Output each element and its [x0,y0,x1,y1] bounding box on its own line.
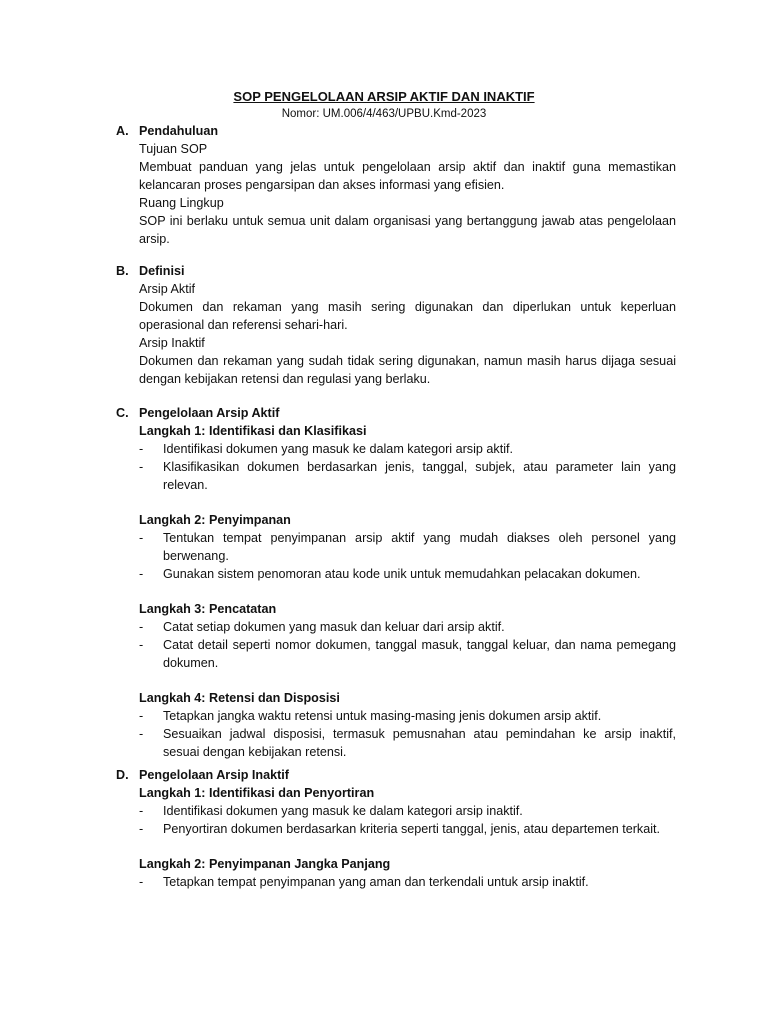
bullet-list [139,440,676,494]
section-title: Pengelolaan Arsip Aktif [139,406,280,420]
subheading-arsip-inaktif: Arsip Inaktif [139,336,205,350]
list-item: - Tentukan tempat penyimpanan arsip aktif yang mudah diakses oleh personel yang berwenang. [139,531,676,563]
dash-marker: - [139,727,144,741]
dash-marker: - [139,709,144,723]
section-letter: C. [116,406,129,420]
section-title: Definisi [139,264,185,278]
paragraph-arsip-aktif: Dokumen dan rekaman yang masih sering digunakan dan diperlukan untuk keperluan operasional dan referensi sehari-hari. [139,300,676,332]
section-title: Pengelolaan Arsip Inaktif [139,768,289,782]
list-item: - Identifikasi dokumen yang masuk ke dalam kategori arsip inaktif. [139,804,523,818]
list-item: - Tetapkan jangka waktu retensi untuk masing-masing jenis dokumen arsip aktif. [139,709,602,723]
step-title: Langkah 2: Penyimpanan [139,513,291,527]
section-letter: D. [116,768,129,782]
document-title: SOP PENGELOLAAN ARSIP AKTIF DAN INAKTIF [233,89,535,104]
subheading-arsip-aktif: Arsip Aktif [139,282,195,296]
dash-marker: - [139,531,144,545]
section-title: Pendahuluan [139,124,219,138]
list-item: - Klasifikasikan dokumen berdasarkan jenis, tanggal, subjek, atau parameter lain yang relevan. [139,460,676,492]
dash-marker: - [139,638,144,652]
subheading-ruang-lingkup: Ruang Lingkup [139,196,224,210]
list-item: - Identifikasi dokumen yang masuk ke dalam kategori arsip aktif. [139,442,513,456]
list-item: - Tetapkan tempat penyimpanan yang aman dan terkendali untuk arsip inaktif. [139,875,589,889]
dash-marker: - [139,822,144,836]
step-title: Langkah 1: Identifikasi dan Klasifikasi [139,424,367,438]
subheading-tujuan: Tujuan SOP [139,142,208,156]
section-definisi [116,262,676,388]
section-heading [116,262,676,280]
list-item: - Sesuaikan jadwal disposisi, termasuk pemusnahan atau pemindahan ke arsip inaktif, sesuai dengan kebijakan retensi. [139,727,676,759]
paragraph-ruang-lingkup: SOP ini berlaku untuk semua unit dalam organisasi yang bertanggung jawab atas pengelolaan arsip. [139,214,676,246]
list-item: - Catat setiap dokumen yang masuk dan keluar dari arsip aktif. [139,620,505,634]
section-heading [116,122,676,140]
document-number: Nomor: UM.006/4/463/UPBU.Kmd-2023 [281,108,487,120]
bullet-list [139,873,676,891]
step-title: Langkah 1: Identifikasi dan Penyortiran [139,786,375,800]
section-letter: A. [116,124,129,138]
section-heading [116,404,676,422]
section-letter: B. [116,264,129,278]
bullet-list [139,707,676,761]
section-pendahuluan [116,122,676,248]
dash-marker: - [139,875,144,889]
dash-marker: - [139,442,144,456]
list-item: - Penyortiran dokumen berdasarkan kriteria seperti tanggal, jenis, atau departemen terkait. [139,822,661,836]
dash-marker: - [139,460,144,474]
bullet-list [139,618,676,672]
dash-marker: - [139,567,144,581]
paragraph-tujuan: Membuat panduan yang jelas untuk pengelolaan arsip aktif dan inaktif guna memastikan kelancaran proses pengarsipan dan akses informasi yang efisien. [139,160,676,192]
list-item: - Catat detail seperti nomor dokumen, tanggal masuk, tanggal keluar, dan nama pemegang dokumen. [139,638,676,670]
section-heading [116,766,676,784]
paragraph-arsip-inaktif: Dokumen dan rekaman yang sudah tidak sering digunakan, namun masih harus dijaga sesuai dengan kebijakan retensi dan regulasi yang berlaku. [139,354,676,386]
section-pengelolaan-arsip-inaktif [116,766,676,891]
bullet-list [139,802,676,838]
section-pengelolaan-arsip-aktif [116,404,676,761]
bullet-list [139,529,676,583]
step-title: Langkah 2: Penyimpanan Jangka Panjang [139,857,391,871]
dash-marker: - [139,804,144,818]
step-title: Langkah 4: Retensi dan Disposisi [139,691,340,705]
step-title: Langkah 3: Pencatatan [139,602,277,616]
list-item: - Gunakan sistem penomoran atau kode unik untuk memudahkan pelacakan dokumen. [139,567,641,581]
dash-marker: - [139,620,144,634]
